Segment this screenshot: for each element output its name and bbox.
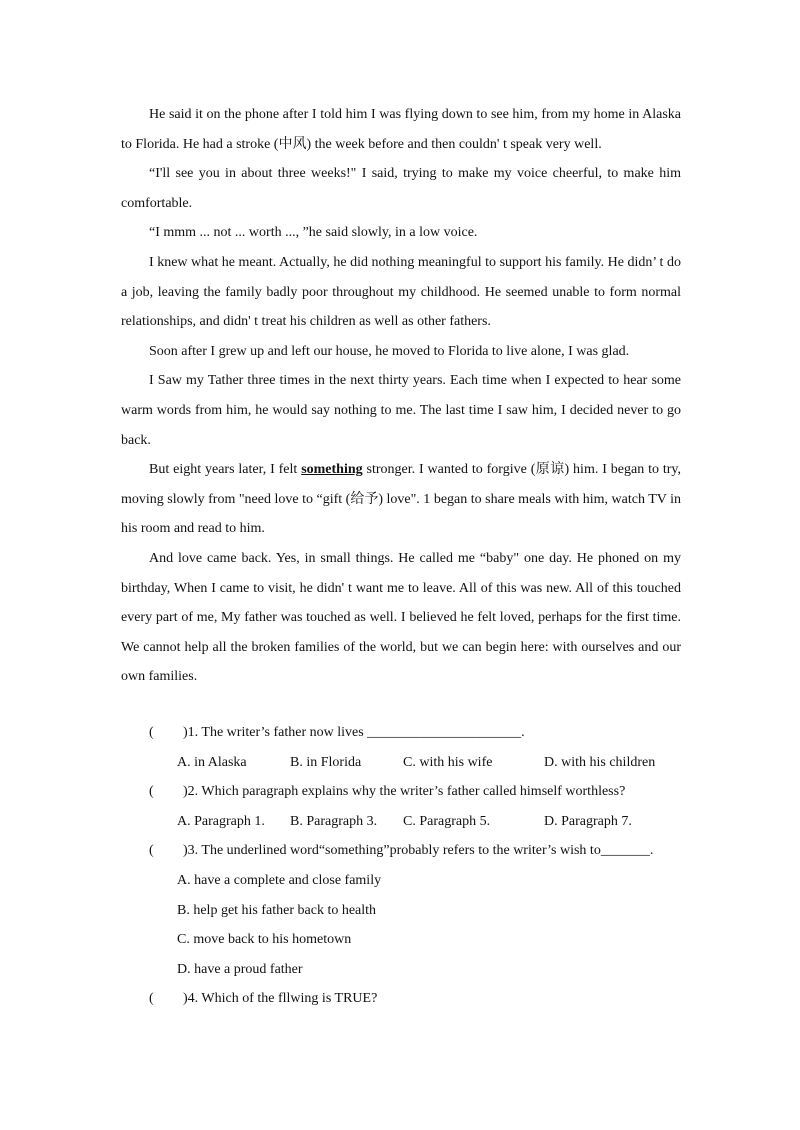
option-d: D. Paragraph 7. <box>544 813 632 829</box>
paragraph-1: He said it on the phone after I told him I was flying down to see him, from my home in Alaska to Florida. He had a stroke (中风) the week before and then couldn' t speak very well. <box>121 107 681 152</box>
answer-blank[interactable]: ( <box>149 725 154 740</box>
paragraph-3: “I mmm ... not ... worth ..., ”he said slowly, in a low voice. <box>149 225 478 241</box>
question-1-options <box>149 748 689 778</box>
option-d: D. have a proud father <box>177 961 303 977</box>
question-stem: )2. Which paragraph explains why the writer’s father called himself worthless? <box>183 784 626 800</box>
question-stem: )1. The writer’s father now lives ______________________. <box>183 725 525 740</box>
answer-blank[interactable]: ( <box>149 784 154 800</box>
option-b: B. in Florida <box>290 754 362 770</box>
question-list <box>149 718 689 1014</box>
question-1 <box>149 718 689 748</box>
option-a: A. have a complete and close family <box>177 872 382 888</box>
paragraph-6: I Saw my Tather three times in the next thirty years. Each time when I expected to hear some warm words from him, he would say nothing to me. The last time I saw him, I decided never to go back. <box>121 373 681 448</box>
option-c: C. move back to his hometown <box>177 932 352 948</box>
option-b: B. Paragraph 3. <box>290 813 378 829</box>
option-c: C. with his wife <box>403 754 493 770</box>
reading-passage <box>121 100 681 692</box>
option-b: B. help get his father back to health <box>177 902 377 918</box>
option-a: A. Paragraph 1. <box>177 813 265 829</box>
option-c: C. Paragraph 5. <box>403 813 491 829</box>
option-d: D. with his children <box>544 754 656 770</box>
underlined-word: something <box>301 462 363 478</box>
paragraph-7-start: But eight years later, I felt <box>149 462 302 478</box>
answer-blank[interactable]: ( <box>149 843 154 859</box>
question-3 <box>149 836 689 866</box>
paragraph-4: I knew what he meant. Actually, he did nothing meaningful to support his family. He didn’ t do a job, leaving the family badly poor throughout my childhood. He seemed unable to form normal relationships, and didn' t treat his children as well as other fathers. <box>121 254 681 330</box>
question-4 <box>149 984 689 1014</box>
question-2-options <box>149 807 689 837</box>
question-stem: )4. Which of the fllwing is TRUE? <box>183 991 378 1007</box>
answer-blank[interactable]: ( <box>149 991 154 1007</box>
paragraph-8: And love came back. Yes, in small things. He called me “baby" one day. He phoned on my birthday, When I came to visit, he didn' t want me to leave. All of this was new. All of this touched every part of me, My father was touched as well. I believed he felt loved, perhaps for the first time. We cannot help all the broken families of the world, but we can begin here: with ourselves and our own families. <box>121 550 681 685</box>
paragraph-7 <box>121 455 681 544</box>
question-2 <box>149 777 689 807</box>
paragraph-7-end: stronger. I wanted to forgive (原谅) him. I began to try, moving slowly from "need love to “gift (给予) love". 1 began to share meals with him, watch TV in his room and read to him. <box>121 462 681 537</box>
paragraph-2: “I'll see you in about three weeks!" I said, trying to make my voice cheerful, to make him comfortable. <box>121 166 681 211</box>
option-a: A. in Alaska <box>177 754 247 770</box>
question-stem: )3. The underlined word“something”probably refers to the writer’s wish to_______. <box>183 843 654 859</box>
paragraph-5: Soon after I grew up and left our house, he moved to Florida to live alone, I was glad. <box>149 343 630 359</box>
